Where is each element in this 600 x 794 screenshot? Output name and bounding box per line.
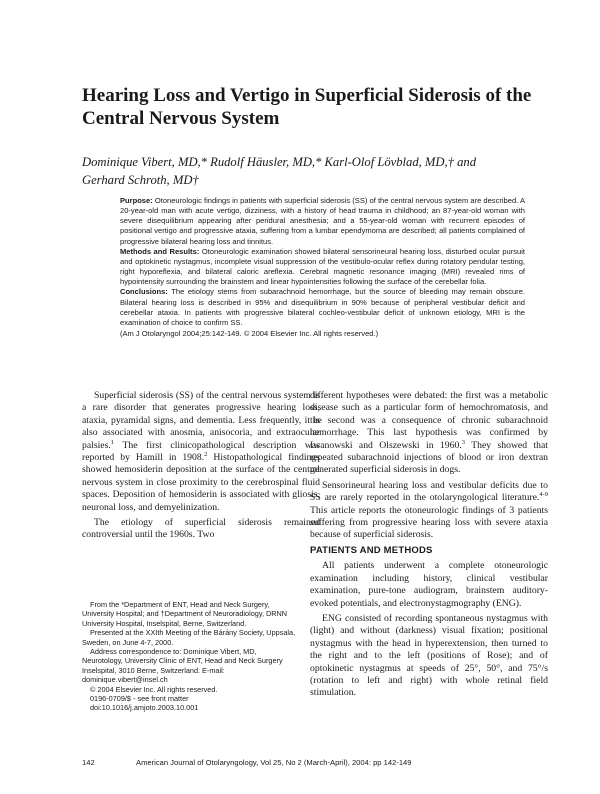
author-line-1: Dominique Vibert, MD,* Rudolf Häusler, MD,* Karl-Olof Lövblad, MD,† and: [82, 155, 476, 169]
body-paragraph: [310, 480, 548, 542]
body-paragraph: All patients underwent a complete otoneurologic examination including history, clinical vestibular examination, pure-tone audiogram, brainstem auditory-evoked potentials, and electronystagmography (ENG).: [310, 560, 548, 609]
abstract-citation: (Am J Otolaryngol 2004;25:142-149. © 2004 Elsevier Inc. All rights reserved.): [120, 329, 379, 339]
author-line-2: Gerhard Schroth, MD†: [82, 173, 199, 187]
purpose-label: Purpose:: [120, 196, 153, 205]
body-paragraph: [82, 390, 320, 514]
author-list: [82, 153, 552, 189]
affiliation-footnote: [82, 600, 297, 713]
right-column: [310, 390, 548, 700]
body-text: Histopathological findings showed hemosiderin deposition at the surface of the central nervous system in close proximity to the cerebrospinal fluid spaces. Deposition of hemosiderin is associated with gliosis, neuronal loss, and demyelinization.: [82, 452, 320, 513]
body-paragraph: The etiology of superficial siderosis remained controversial until the 1960s. Two: [82, 517, 320, 541]
article-title: Hearing Loss and Vertigo in Superficial Siderosis of the Central Nervous System: [82, 85, 532, 129]
body-text: They showed that repeated subarachnoid injections of blood or iron dextran generated superficial siderosis in dogs.: [310, 439, 548, 476]
reference-marker: 4-9: [539, 491, 548, 499]
footnote-correspondence: Address correspondence to: Dominique Vibert, MD, Neurotology, University Clinic of ENT, Head and Neck Surgery Inselspital, 3010 Berne, Switzerland. E-mail: dominique.vibert@insel.ch: [82, 647, 283, 685]
body-paragraph: [310, 390, 548, 477]
body-text: Sensorineural hearing loss and vestibular deficits due to SS are rarely reported in the otolaryngological literature.: [310, 479, 548, 504]
page-number: 142: [82, 758, 95, 767]
methods-label: Methods and Results:: [120, 246, 200, 256]
body-text: different hypotheses were debated: the first was a metabolic disease such as a particular form of hemochromatosis, and the second was a consequence of chronic subarachnoid hemorrhage. This last hypothesis was confirmed by Iwanowski and Olszewski in 1960.: [310, 390, 548, 451]
abstract-methods: [120, 247, 525, 288]
body-paragraph: ENG consisted of recording spontaneous nystagmus with (light) and without (darkness) visual fixation; positional nystagmus with the head in hyperextension, then turned to the right and to the left (positions of Rose); and of optokinetic nystagmus at speeds of 25°, 50°, and 75°/s (rotation to left and right) with whole retinal field stimulation.: [310, 612, 548, 699]
methods-text: Otoneurologic examination showed bilateral sensorineural hearing loss, disturbed ocular pursuit and optokinetic nystagmus, incomplete visual suppression of the vestibulo-ocular reflex during rotatory pendular testing, right hyporeflexia, and bilateral caloric areflexia. Cerebral magnetic resonance imaging (MRI) revealed rims of hypointensity surrounding the brainstem and linear hypointensities following the surface of the cerebellar folia.: [120, 246, 525, 287]
reference-marker: 1: [110, 438, 115, 446]
abstract-purpose: [120, 196, 525, 247]
reference-marker: 2: [204, 450, 208, 458]
footnote-presented: Presented at the XXIth Meeting of the Bárány Society, Uppsala, Sweden, on June 4-7, 2000.: [82, 628, 296, 647]
footnote-issn: 0196-0709/$ - see front matter: [90, 694, 189, 704]
conclusions-label: Conclusions:: [120, 287, 168, 297]
purpose-text: Otoneurologic findings in patients with superficial siderosis (SS) of the central nervous system are described. A 20-year-old man with acute vertigo, dizziness, with a history of head trauma in childhood; an 87-year-old woman with severe disequilibrium appearing after peridural anesthesia; and a 55-year-old woman with recurrent episodes of positional vertigo and progressive ataxia, suffering from a lumbar ependymoma are described; all patients complained of progressive bilateral hearing loss and tinnitus.: [120, 196, 525, 246]
abstract-conclusions: [120, 287, 525, 328]
section-heading: PATIENTS AND METHODS: [310, 544, 433, 556]
conclusions-text: The etiology stems from subarachnoid hemorrhage, but the source of bleeding may remain obscure. Bilateral hearing loss is described in 95% and disequilibrium in 90% because of peripheral vestibular deficit and cerebellar ataxia. In patients with progressive bilateral cochleo-vestibular deficit of unknown etiology, MRI is the examination of choice to confirm SS.: [120, 287, 525, 327]
left-column: [82, 390, 320, 542]
reference-marker: 3: [461, 438, 465, 446]
journal-reference: American Journal of Otolaryngology, Vol 25, No 2 (March-April), 2004: pp 142-149: [136, 758, 412, 767]
body-text: Superficial siderosis (SS) of the central nervous system is a rare disorder that generates progressive hearing loss, ataxia, pyramidal signs, and dementia. Less frequently, it is also associated with anosmia, anisocoria, and extraocular palsies.: [82, 390, 320, 451]
body-text: This article reports the otoneurologic findings of 3 patients suffering from progressive hearing loss with severe ataxia because of superficial siderosis.: [310, 504, 548, 541]
footnote-affiliation: From the *Department of ENT, Head and Neck Surgery, University Hospital; and †Department of Neuroradiology, DRNN University Hospital, Inselspital, Berne, Switzerland.: [82, 600, 288, 628]
footnote-copyright: © 2004 Elsevier Inc. All rights reserved.: [90, 684, 218, 694]
abstract: [120, 196, 525, 339]
body-text: The first clinicopathological description was reported by Hamill in 1908.: [82, 439, 320, 464]
footnote-doi: doi:10.1016/j.amjoto.2003.10.001: [90, 703, 199, 713]
